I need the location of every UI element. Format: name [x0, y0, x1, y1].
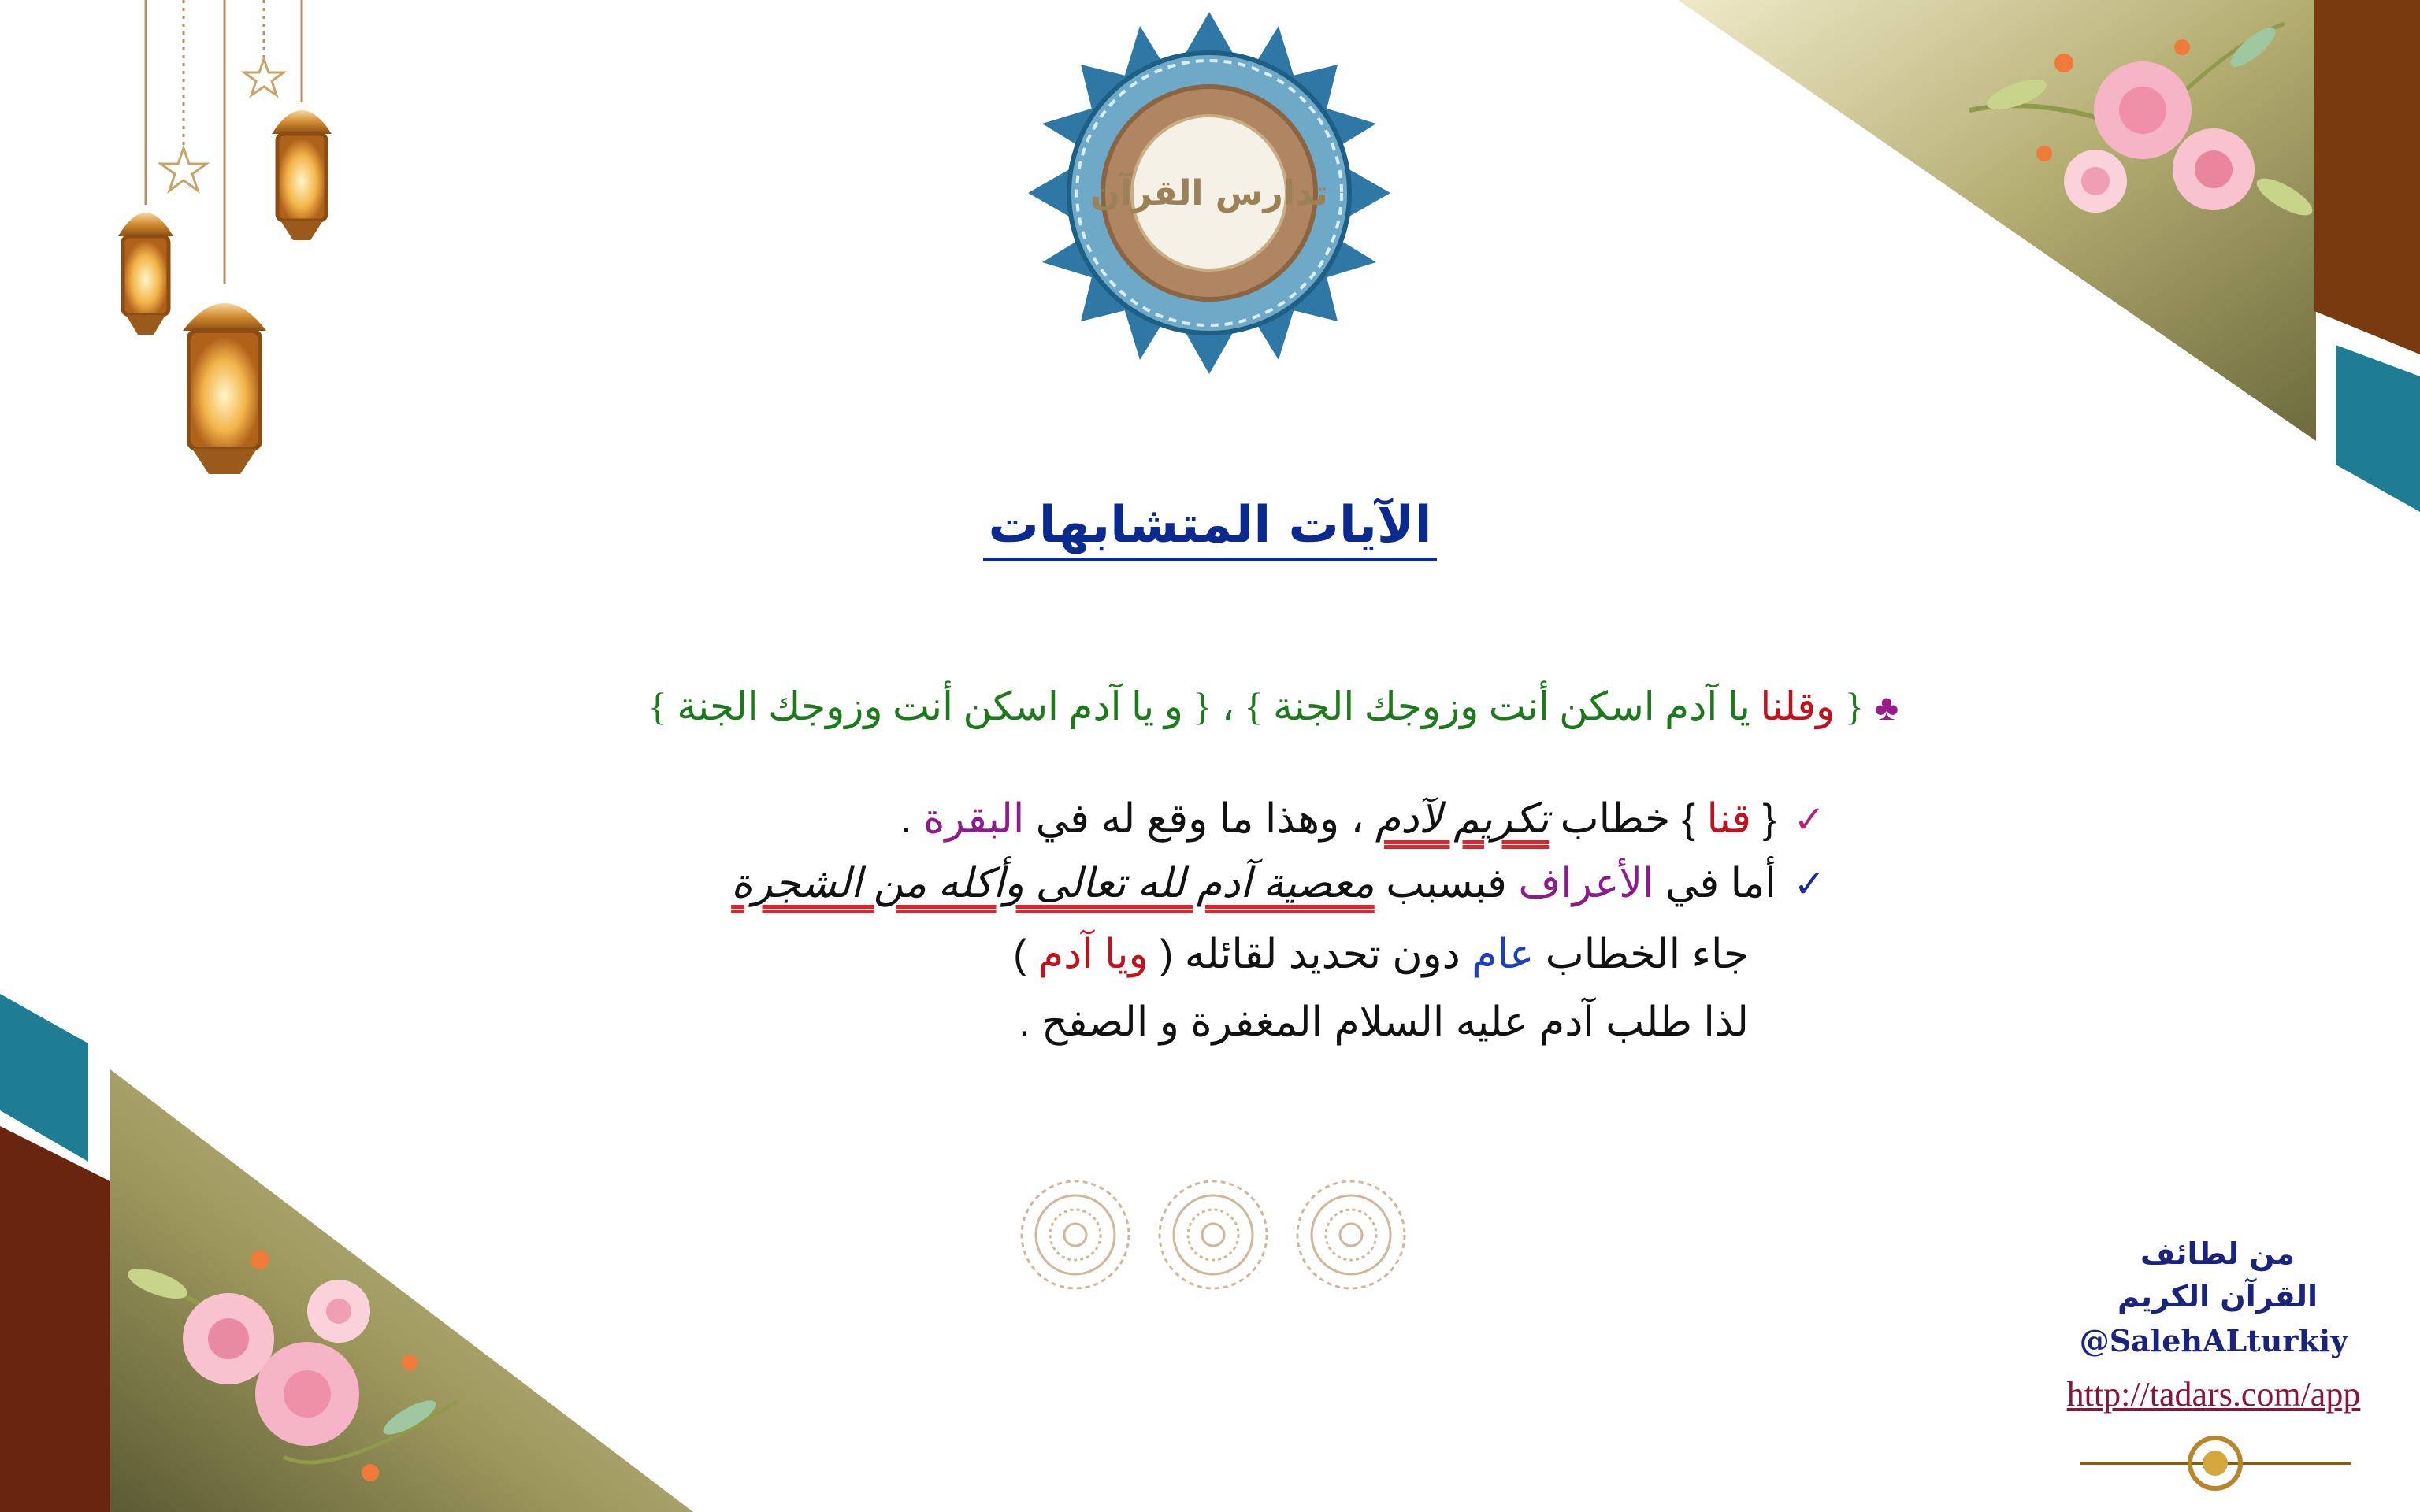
- point1-seg1: {: [1750, 796, 1776, 842]
- tadars-app-link[interactable]: http://tadars.com/app: [2066, 1375, 2361, 1414]
- top-right-olive-panel: [1678, 0, 2316, 441]
- point2-seg2: الأعراف: [1518, 861, 1654, 906]
- line3-d: ويا آدم: [1037, 932, 1149, 977]
- right-teal-band: [2336, 345, 2420, 512]
- line-4: لذا طلب آدم عليه السلام المغفرة و الصفح .: [1019, 999, 1749, 1045]
- point2-seg1: أما في: [1654, 861, 1776, 906]
- footer-line-2: القرآن الكريم: [2117, 1279, 2318, 1314]
- point1-seg4: تكريم لآدم: [1375, 796, 1550, 842]
- point1-seg6: البقرة: [923, 796, 1025, 842]
- footer-line-1: من لطائف: [2140, 1236, 2296, 1271]
- point1-seg5: ، وهذا ما وقع له في: [1024, 796, 1375, 842]
- point1-seg2: قنا: [1706, 796, 1751, 842]
- point2-seg4: معصية آدم لله تعالى وأكله من الشجرة: [731, 861, 1375, 906]
- top-right-brown-strip: [2314, 0, 2420, 354]
- footer-divider-ornament: [2080, 1438, 2351, 1488]
- mandala-ornament-2: [1160, 1181, 1267, 1288]
- lanterns-decoration: [118, 0, 332, 474]
- checkmark-icon: ✓: [1793, 864, 1825, 906]
- point-1: [900, 795, 1825, 843]
- point2-seg3: فبسبب: [1374, 861, 1519, 906]
- page-title: [0, 496, 2420, 554]
- verse-rest: يا آدم اسكن أنت وزوجك الجنة } ، { و يا آدم اسكن أنت وزوجك الجنة }: [648, 684, 1761, 728]
- line3-a: جاء الخطاب: [1534, 932, 1749, 977]
- bottom-left-olive-panel: [110, 1069, 693, 1512]
- title-text: الآيات المتشابهات: [983, 496, 1436, 561]
- point-2: [731, 860, 1825, 907]
- bottom-left-brown-strip: [0, 1126, 110, 1512]
- verse-open: {: [1835, 684, 1864, 728]
- checkmark-icon: ✓: [1793, 799, 1825, 841]
- verse-highlight: وقلنا: [1760, 684, 1835, 728]
- point1-seg7: .: [900, 796, 924, 842]
- line-3: [1013, 931, 1749, 978]
- line3-e: ): [1013, 932, 1038, 977]
- club-suit-icon: ♣: [1874, 687, 1899, 728]
- point1-seg3: } خطاب: [1549, 796, 1707, 842]
- line3-c: دون تحديد لقائله (: [1148, 932, 1472, 977]
- mandala-ornament-1: [1022, 1181, 1129, 1288]
- logo-calligraphy: تدارس القرآن: [1090, 173, 1328, 213]
- verse-line: [544, 684, 1899, 729]
- line3-b: عام: [1472, 932, 1535, 977]
- twitter-handle[interactable]: @SalehALturkiy: [2079, 1323, 2348, 1358]
- mandala-ornament-3: [1297, 1181, 1405, 1288]
